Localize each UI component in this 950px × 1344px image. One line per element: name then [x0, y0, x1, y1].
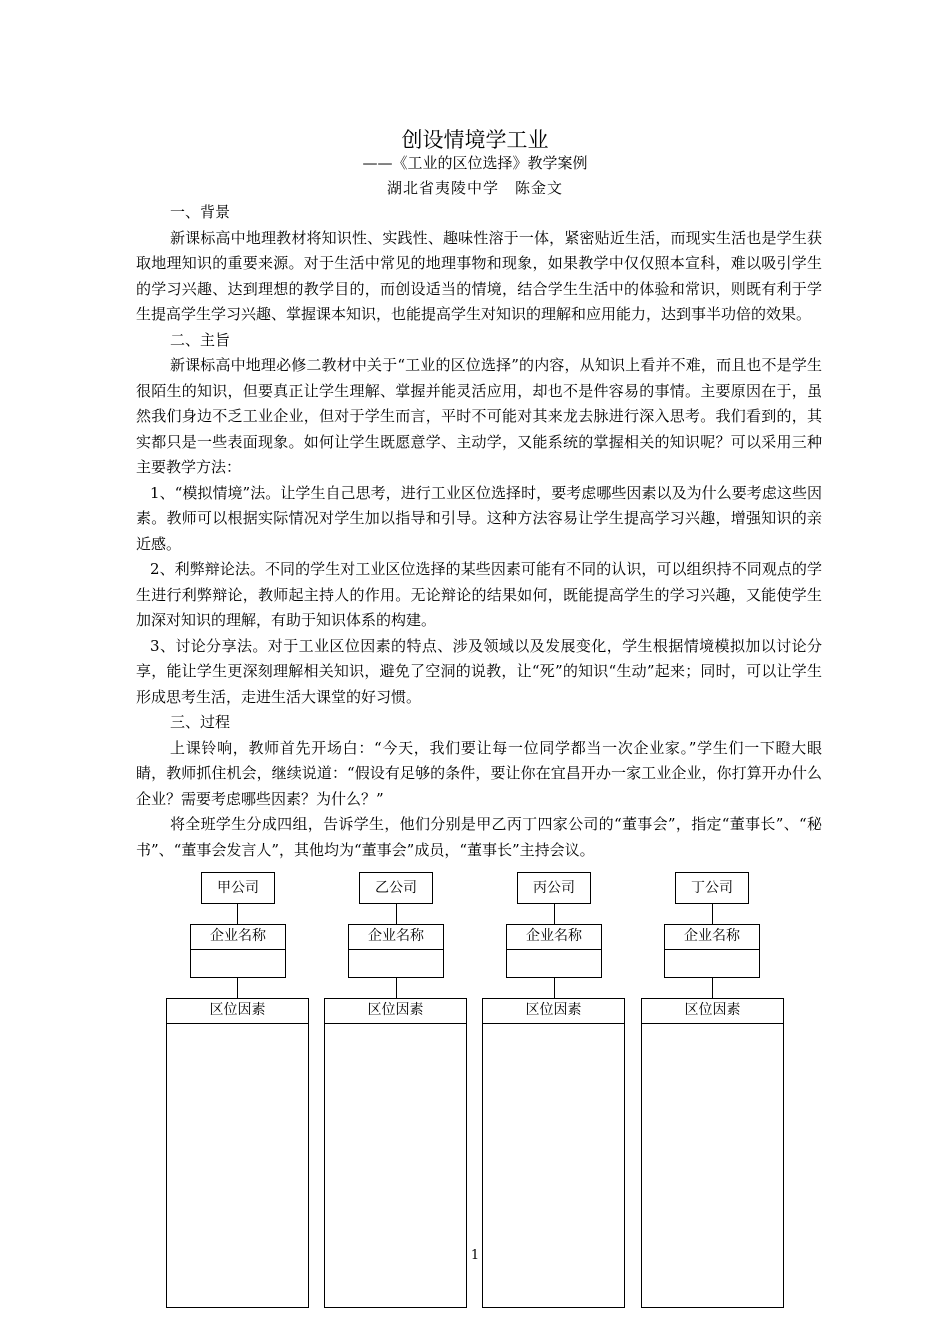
paragraph: 上课铃响，教师首先开场白：“今天，我们要让每一位同学都当一次企业家。”学生们一下瞪大眼睛，教师抓住机会，继续说道：“假设有足够的条件，要让你在宜昌开办一家工业企业，你打算开办什么企业？需要考虑哪些因素？为什么？” — [136, 738, 822, 808]
location-factor-label: 区位因素 — [483, 999, 624, 1024]
enterprise-name-box — [506, 924, 602, 978]
page-number: 1 — [470, 1248, 480, 1263]
enterprise-name-label: 企业名称 — [507, 925, 601, 950]
document-body — [136, 200, 822, 863]
document-subtitle: ——《工业的区位选择》教学案例 — [362, 154, 588, 172]
connector-line — [554, 978, 555, 998]
location-factor-label: 区位因素 — [325, 999, 466, 1024]
connector-line — [396, 978, 397, 998]
location-factor-label: 区位因素 — [642, 999, 783, 1024]
author-line: 湖北省夷陵中学 陈金文 — [386, 179, 563, 197]
list-item: 1、“模拟情境”法。让学生自己思考，进行工业区位选择时，要考虑哪些因素以及为什么要考虑这些因素。教师可以根据实际情况对学生加以指导和引导。这种方法容易让学生提高学习兴趣，增强知识的亲近感。 — [136, 483, 822, 553]
connector-line — [396, 904, 397, 924]
document-title: 创设情境学工业 — [401, 128, 549, 152]
enterprise-name-box — [664, 924, 760, 978]
enterprise-name-label: 企业名称 — [191, 925, 285, 950]
company-box-yi: 乙公司 — [359, 872, 433, 904]
connector-line — [712, 904, 713, 924]
connector-line — [554, 904, 555, 924]
paragraph: 新课标高中地理教材将知识性、实践性、趣味性溶于一体，紧密贴近生活，而现实生活也是学生获取地理知识的重要来源。对于生活中常见的地理事物和现象，如果教学中仅仅照本宣科，难以吸引学生的学习兴趣、达到理想的教学目的，而创设适当的情境，结合学生生活中的体验和常识，则既有利于学生提高学生学习兴趣、掌握课本知识，也能提高学生对知识的理解和应用能力，达到事半功倍的效果。 — [136, 228, 822, 323]
section-heading: 一、背景 — [170, 203, 231, 221]
company-box-jia: 甲公司 — [201, 872, 275, 904]
company-diagram — [160, 868, 800, 1213]
paragraph: 将全班学生分成四组，告诉学生，他们分别是甲乙丙丁四家公司的“董事会”，指定“董事长”、“秘书”、“董事会发言人”，其他均为“董事会”成员，“董事长”主持会议。 — [136, 815, 822, 859]
enterprise-name-label: 企业名称 — [665, 925, 759, 950]
connector-line — [712, 978, 713, 998]
list-item: 2、利弊辩论法。不同的学生对工业区位选择的某些因素可能有不同的认识，可以组织持不同观点的学生进行利弊辩论，教师起主持人的作用。无论辩论的结果如何，既能提高学生的学习兴趣，又能使学生加深对知识的理解，有助于知识体系的构建。 — [136, 560, 822, 629]
company-box-bing: 丙公司 — [517, 872, 591, 904]
company-box-ding: 丁公司 — [675, 872, 749, 904]
enterprise-name-box — [348, 924, 444, 978]
enterprise-name-label: 企业名称 — [349, 925, 443, 950]
enterprise-name-box — [190, 924, 286, 978]
connector-line — [237, 904, 238, 924]
connector-line — [237, 978, 238, 998]
location-factor-label: 区位因素 — [167, 999, 308, 1024]
section-heading: 二、主旨 — [170, 330, 231, 349]
list-item: 3、讨论分享法。对于工业区位因素的特点、涉及领域以及发展变化，学生根据情境模拟加以讨论分享，能让学生更深刻理解相关知识，避免了空洞的说教，让“死”的知识“生动”起来；同时，可以让学生形成思考生活，走进生活大课堂的好习惯。 — [136, 636, 822, 706]
section-heading: 三、过程 — [170, 713, 231, 731]
paragraph: 新课标高中地理必修二教材中关于“工业的区位选择”的内容，从知识上看并不难，而且也不是学生很陌生的知识，但要真正让学生理解、掌握并能灵活应用，却也不是件容易的事情。主要原因在于，虽然我们身边不乏工业企业，但对于学生而言，平时不可能对其来龙去脉进行深入思考。我们看到的，其实都只是一些表面现象。如何让学生既愿意学、主动学，又能系统的掌握相关的知识呢？可以采用三种主要教学方法： — [136, 356, 822, 476]
